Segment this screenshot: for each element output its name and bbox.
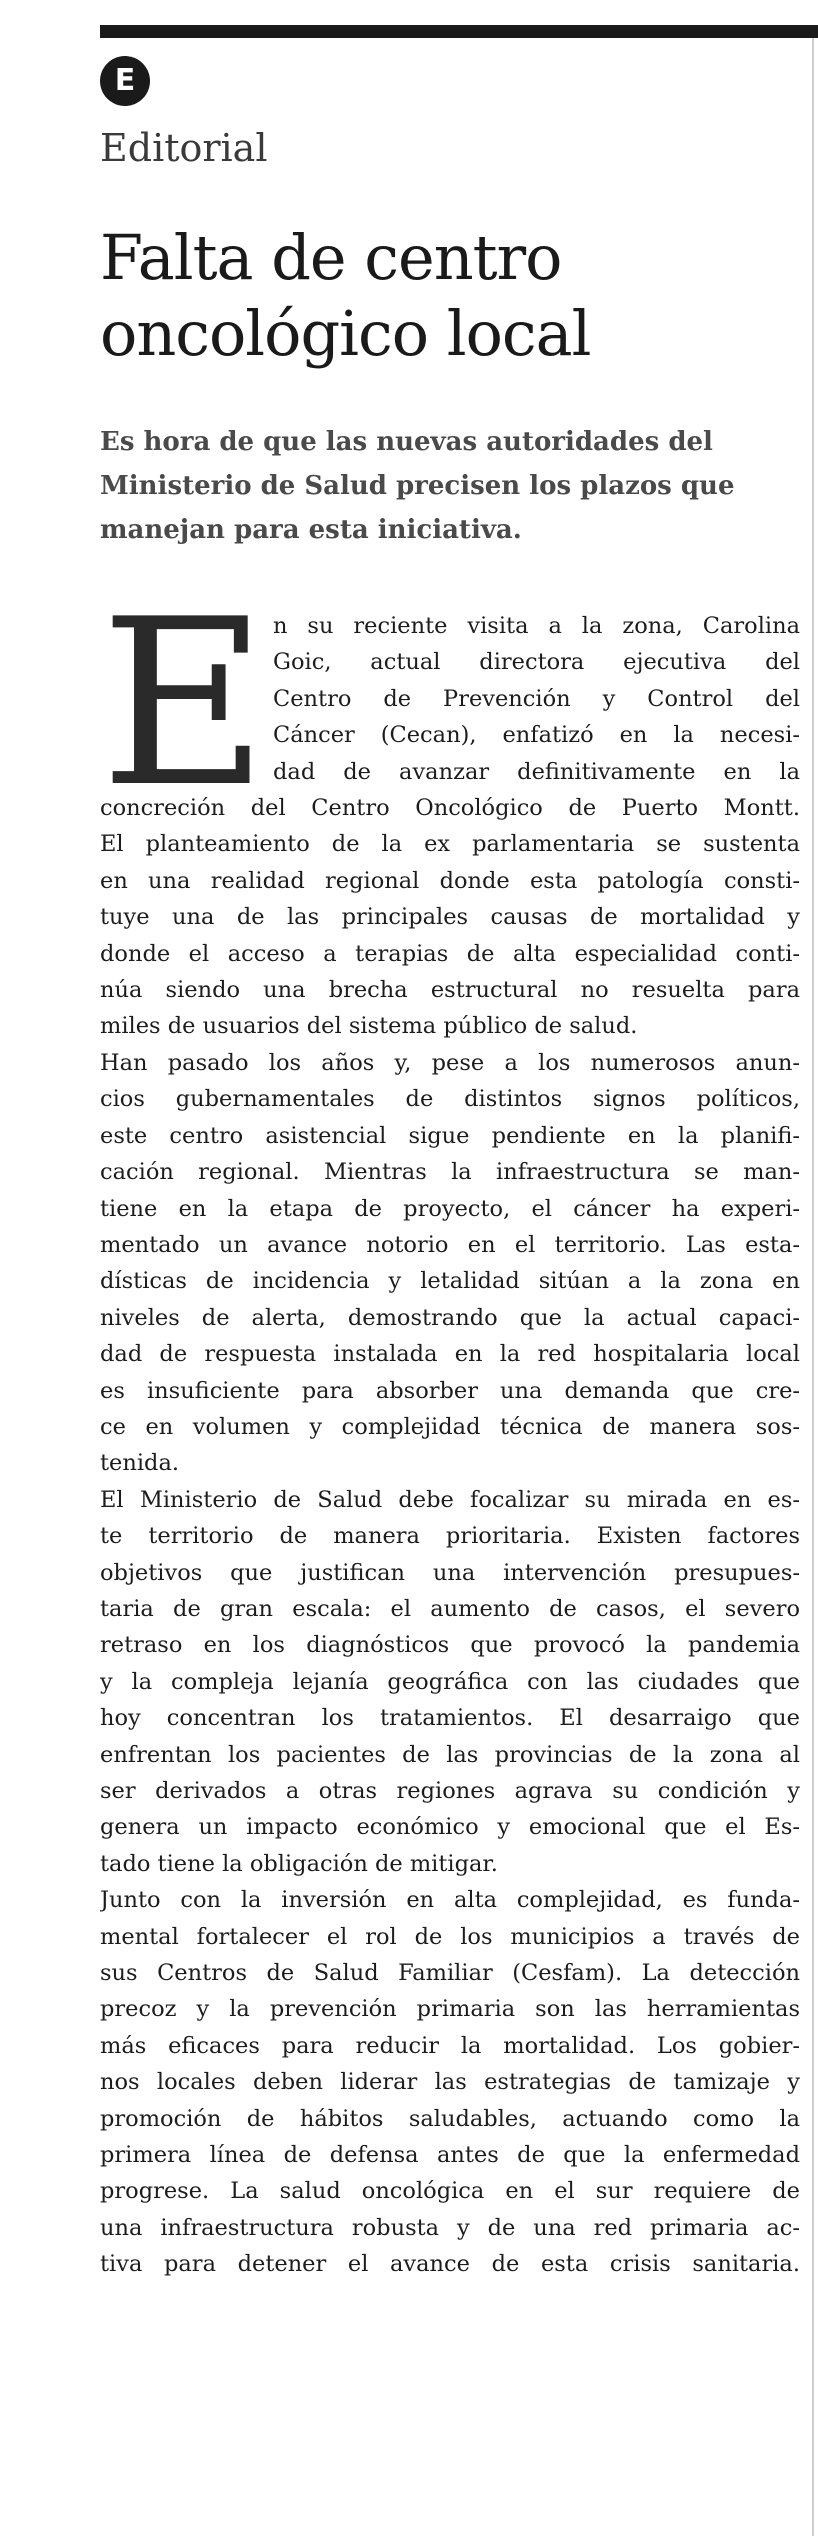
body-line: ce en volumen y complejidad técnica de manera sos-: [100, 1413, 800, 1440]
subhead-line: manejan para esta iniciativa.: [100, 515, 522, 545]
body-line: enfrentan los pacientes de las provincias de la zona al: [100, 1741, 800, 1768]
body-line: El planteamiento de la ex parlamentaria se sustenta: [100, 831, 800, 858]
body-line: Cáncer (Cecan), enfatizó en la necesi-: [273, 722, 800, 749]
body-line: tenida.: [100, 1450, 180, 1477]
body-line: te territorio de manera prioritaria. Existen factores: [100, 1523, 800, 1550]
body-line: tuye una de las principales causas de mortalidad y: [100, 904, 800, 931]
body-line: tiva para detener el avance de esta crisis sanitaria.: [100, 2251, 800, 2278]
body-line: Junto con la inversión en alta complejidad, es funda-: [100, 1887, 800, 1914]
body-line: donde el acceso a terapias de alta especialidad conti-: [100, 940, 800, 967]
body-line: primera línea de defensa antes de que la enfermedad: [100, 2142, 800, 2169]
body-line: tado tiene la obligación de mitigar.: [100, 1850, 498, 1877]
body-line: cios gubernamentales de distintos signos políticos,: [100, 1086, 800, 1113]
body-line: promoción de hábitos saludables, actuando como la: [100, 2105, 800, 2132]
body-line: mentado un avance notorio en el territorio. Las esta-: [100, 1231, 800, 1258]
body-line: cación regional. Mientras la infraestructura se man-: [100, 1159, 800, 1186]
body-line: objetivos que justifican una intervención presupues-: [100, 1559, 800, 1586]
subheadline: [100, 420, 800, 552]
body-line: Goic, actual directora ejecutiva del: [273, 649, 800, 676]
body-line: más eficaces para reducir la mortalidad. Los gobier-: [100, 2032, 800, 2059]
body-line: Han pasado los años y, pese a los numerosos anun-: [100, 1049, 800, 1076]
headline-line: oncológico local: [100, 297, 591, 370]
body-line: genera un impacto económico y emocional que el Es-: [100, 1814, 800, 1841]
body-line: una infraestructura robusta y de una red primaria ac-: [100, 2214, 800, 2241]
paragraph-2: [100, 1045, 800, 1482]
article-body: [100, 571, 800, 2283]
headline-line: Falta de centro: [100, 221, 562, 294]
body-line: en una realidad regional donde esta patología consti-: [100, 867, 800, 894]
body-line: y la compleja lejanía geográfica con las ciudades que: [100, 1668, 800, 1695]
body-line: dad de respuesta instalada en la red hospitalaria local: [100, 1341, 800, 1368]
top-rule: [100, 25, 818, 38]
body-line: Centro de Prevención y Control del: [273, 685, 800, 712]
body-line: hoy concentran los tratamientos. El desarraigo que: [100, 1705, 800, 1732]
paragraph-1: [100, 608, 800, 790]
body-line: sus Centros de Salud Familiar (Cesfam). La detección: [100, 1960, 800, 1987]
body-line: ser derivados a otras regiones agrava su condición y: [100, 1778, 800, 1804]
body-line: dad de avanzar definitivamente en la: [273, 758, 800, 785]
body-line: taria de gran escala: el aumento de casos, el severo: [100, 1595, 800, 1622]
body-line: núa siendo una brecha estructural no resuelta para: [100, 977, 800, 1004]
editorial-badge: E: [100, 56, 150, 106]
body-line: niveles de alerta, demostrando que la actual capaci-: [100, 1304, 800, 1331]
drop-cap: E: [100, 571, 268, 838]
body-line: n su reciente visita a la zona, Carolina: [273, 613, 800, 639]
section-label: Editorial: [100, 126, 268, 170]
body-line: tiene en la etapa de proyecto, el cáncer ha experi-: [100, 1195, 800, 1222]
body-line: miles de usuarios del sistema público de salud.: [100, 1013, 638, 1040]
body-line: dísticas de incidencia y letalidad sitúan a la zona en: [100, 1268, 800, 1295]
column-rule: [812, 38, 814, 2536]
headline: [100, 220, 800, 372]
paragraph-3: [100, 1482, 800, 1882]
subhead-line: Ministerio de Salud precisen los plazos que: [100, 471, 735, 501]
paragraph-4: [100, 1882, 800, 2282]
body-line: mental fortalecer el rol de los municipios a través de: [100, 1923, 800, 1950]
body-line: es insuficiente para absorber una demanda que cre-: [100, 1377, 800, 1404]
subhead-line: Es hora de que las nuevas autoridades del: [100, 427, 713, 457]
body-line: retraso en los diagnósticos que provocó la pandemia: [100, 1632, 800, 1659]
body-line: nos locales deben liderar las estrategias de tamizaje y: [100, 2069, 800, 2096]
body-line: precoz y la prevención primaria son las herramientas: [100, 1996, 800, 2023]
body-line: este centro asistencial sigue pendiente en la planifi-: [100, 1122, 800, 1149]
body-line: progrese. La salud oncológica en el sur requiere de: [100, 2178, 800, 2205]
body-line: El Ministerio de Salud debe focalizar su mirada en es-: [100, 1486, 800, 1513]
body-line: concreción del Centro Oncológico de Puerto Montt.: [100, 795, 800, 822]
